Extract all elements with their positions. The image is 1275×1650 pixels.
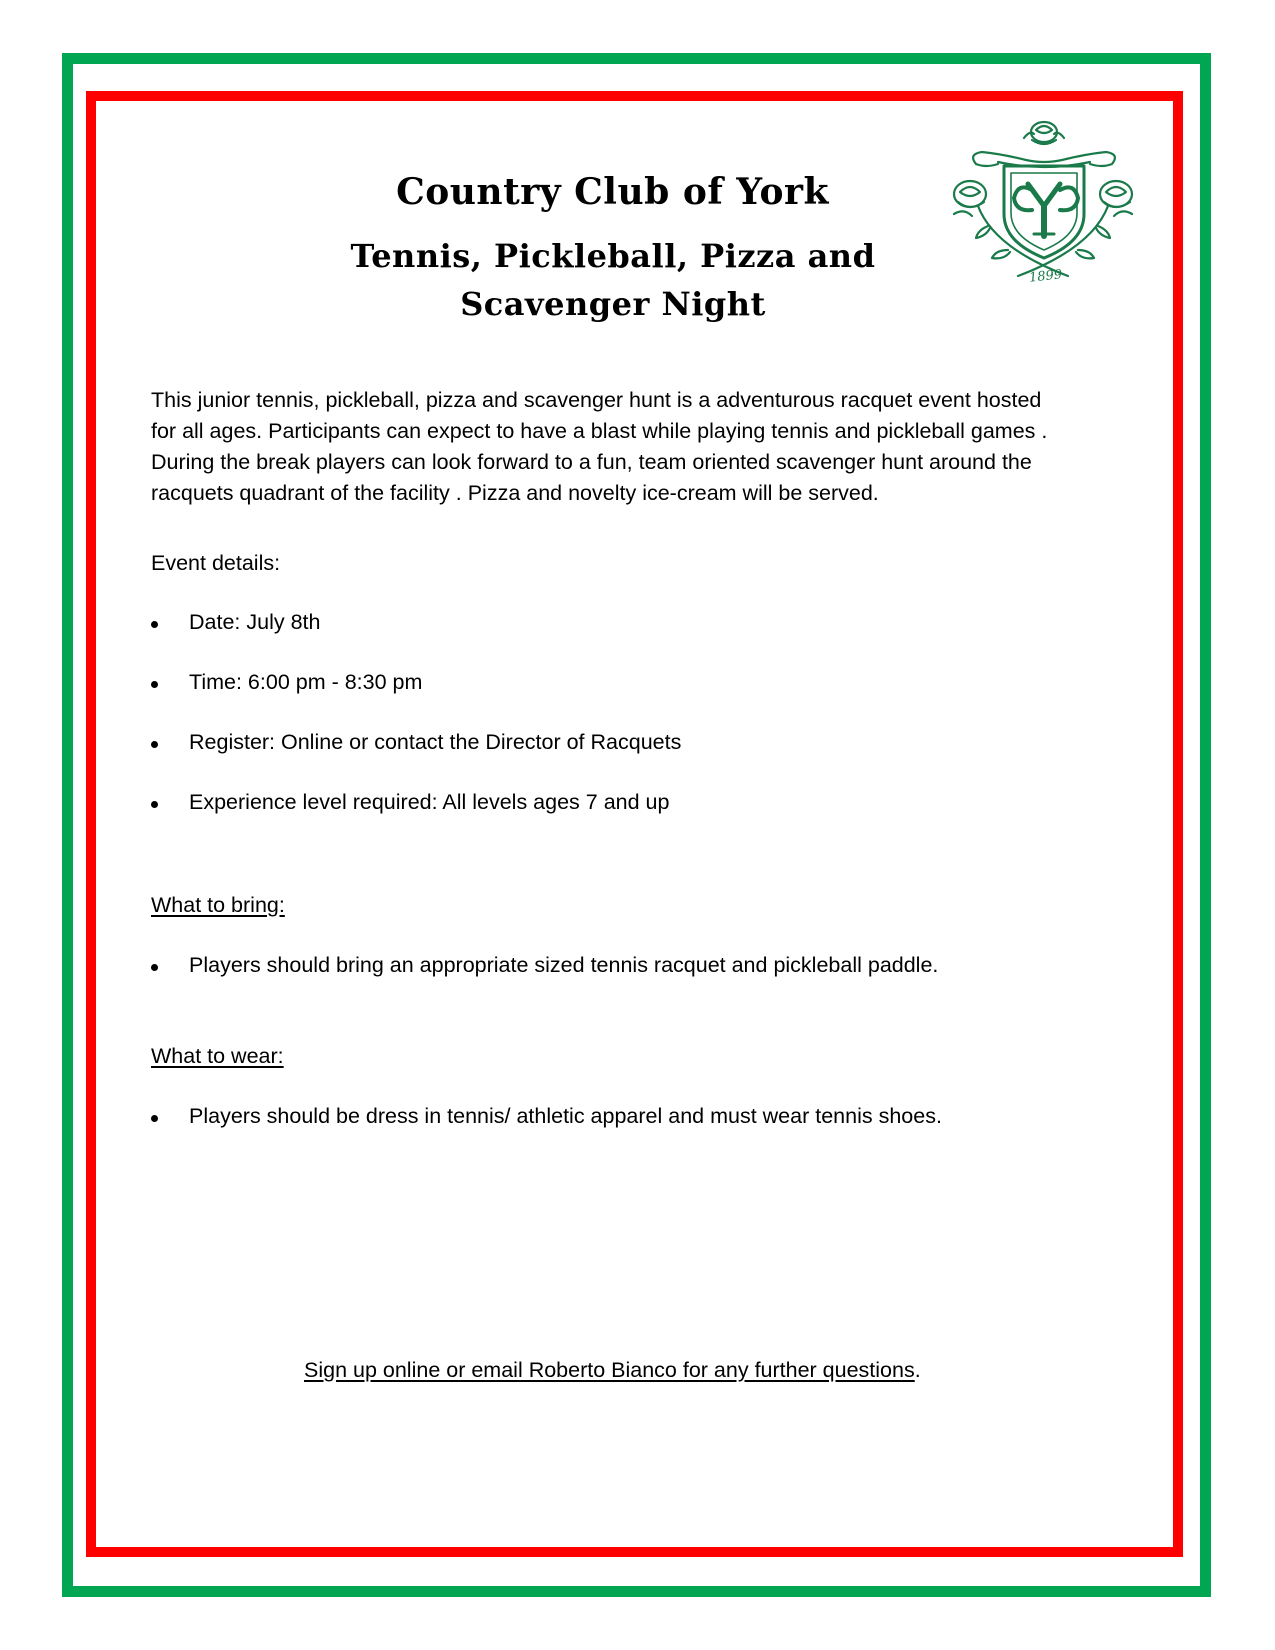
intro-paragraph (151, 385, 1047, 509)
bullet-icon (151, 801, 158, 808)
club-title: Country Club of York (396, 171, 829, 213)
intro-line-1: This junior tennis, pickleball, pizza and scavenger hunt is a adventurous racquet event hosted (151, 388, 1042, 412)
crest-year: 1899 (1028, 267, 1063, 286)
what-to-wear-heading: What to wear: (151, 1044, 284, 1068)
club-crest-logo (948, 118, 1138, 293)
intro-line-3: During the break players can look forward to a fun, team oriented scavenger hunt around the (151, 450, 1032, 474)
event-title-line-1: Tennis, Pickleball, Pizza and (350, 237, 876, 275)
list-item-text: Players should bring an appropriate sized tennis racquet and pickleball paddle. (189, 953, 939, 977)
what-to-bring-heading: What to bring: (151, 893, 285, 917)
intro-line-2: for all ages. Participants can expect to have a blast while playing tennis and pickleball games . (151, 419, 1048, 443)
top-rose-icon (1024, 122, 1064, 144)
bullet-icon (151, 681, 158, 688)
footer-period: . (914, 1358, 921, 1382)
bullet-icon (151, 741, 158, 748)
bullet-icon (151, 621, 158, 628)
event-details-label: Event details: (151, 551, 281, 575)
list-item-text: Players should be dress in tennis/ athletic apparel and must wear tennis shoes. (189, 1104, 942, 1128)
intro-line-4: racquets quadrant of the facility . Pizza and novelty ice-cream will be served. (151, 481, 879, 505)
bullet-icon (151, 1115, 158, 1122)
signup-footer (304, 1358, 921, 1383)
list-item-text: Date: July 8th (189, 610, 321, 634)
signup-link[interactable]: Sign up online or email Roberto Bianco for any further questions (304, 1358, 915, 1382)
event-title-line-2: Scavenger Night (460, 285, 766, 323)
list-item-text: Register: Online or contact the Director of Racquets (189, 730, 682, 754)
list-item-text: Time: 6:00 pm - 8:30 pm (189, 670, 423, 694)
bullet-icon (151, 964, 158, 971)
list-item-text: Experience level required: All levels ages 7 and up (189, 790, 670, 814)
